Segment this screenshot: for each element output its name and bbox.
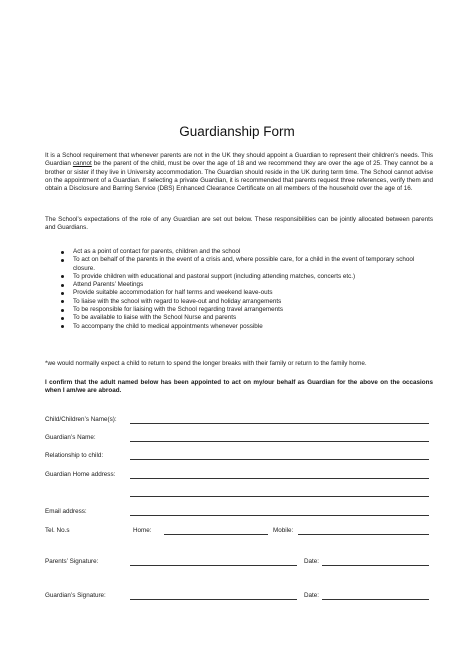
list-item: To liaise with the school with regard to leave-out and holiday arrangements — [45, 298, 435, 306]
intro-paragraph — [45, 152, 433, 193]
tel-mobile-field[interactable] — [298, 534, 429, 535]
email-label: Email address: — [45, 508, 87, 515]
list-item: Provide suitable accommodation for half terms and weekend leave-outs — [45, 289, 435, 297]
list-item: To accompany the child to medical appointments whenever possible — [45, 323, 435, 331]
guardian-signature-label: Guardian’s Signature: — [45, 592, 106, 599]
intro-text-end: be the parent of the child, must be over the age of 18 and we recommend they are over the age of 25. They cannot be a brother or sister if they live in University accommodation. The Guardian should reside in the UK during term time. The School cannot advise on the appointment of a Guardian. If selecting a private Guardian, it is recommended that parents request three references, verify them and obtain a Disclosure and Barring Service (DBS) Enhanced Clearance Certificate on all members of the household over the age of 16. — [45, 160, 433, 193]
expectations-paragraph: The School’s expectations of the role of any Guardian are set out below. These responsibilities can be jointly allocated between parents and Guardians. — [45, 216, 433, 232]
guardian-date-field[interactable] — [322, 599, 429, 600]
email-field[interactable] — [130, 515, 429, 516]
intro-text-start: It is a School requirement that whenever parents are not in the UK they should appoint a Guardian to represent their children’s needs. This Guardian — [45, 152, 433, 168]
guardian-name-label: Guardian’s Name: — [45, 434, 96, 441]
intro-cannot-emphasis: cannot — [72, 160, 92, 168]
home-address-label: Guardian Home address: — [45, 471, 116, 478]
confirmation-statement: I confirm that the adult named below has been appointed to act on my/our behalf as Guardian for the above on the occasions when I am/we are abroad. — [45, 379, 433, 395]
list-item: Act as a point of contact for parents, children and the school — [45, 248, 435, 256]
home-address-field-line2[interactable] — [130, 496, 429, 497]
list-item: To be available to liaise with the School Nurse and parents — [45, 314, 435, 322]
list-item: To act on behalf of the parents in the event of a crisis and, where possible care, for a child in the event of temporary school closure. — [45, 256, 435, 273]
page-title: Guardianship Form — [179, 124, 295, 139]
guardian-date-label: Date: — [304, 592, 320, 599]
holiday-note: *we would normally expect a child to return to spend the longer breaks with their family or return to the family home. — [45, 360, 367, 367]
list-item: Attend Parents’ Meetings — [45, 281, 435, 289]
tel-mobile-label: Mobile: — [273, 527, 294, 534]
home-address-field-line1[interactable] — [130, 478, 429, 479]
tel-home-label: Home: — [133, 527, 152, 534]
child-names-field[interactable] — [130, 423, 429, 424]
responsibilities-list — [45, 248, 435, 331]
tel-label: Tel. No.s — [45, 527, 70, 534]
parents-date-label: Date: — [304, 558, 320, 565]
tel-home-field[interactable] — [164, 534, 268, 535]
guardian-signature-field[interactable] — [130, 599, 297, 600]
child-names-label: Child/Children’s Name(s): — [45, 416, 117, 423]
relationship-label: Relationship to child: — [45, 452, 104, 459]
list-item: To be responsible for liaising with the School regarding travel arrangements — [45, 306, 435, 314]
parents-signature-field[interactable] — [130, 565, 297, 566]
parents-date-field[interactable] — [322, 565, 429, 566]
list-item: To provide children with educational and pastoral support (including attending matches, concerts etc.) — [45, 273, 435, 281]
guardian-name-field[interactable] — [130, 441, 429, 442]
parents-signature-label: Parents’ Signature: — [45, 558, 99, 565]
relationship-field[interactable] — [130, 459, 429, 460]
